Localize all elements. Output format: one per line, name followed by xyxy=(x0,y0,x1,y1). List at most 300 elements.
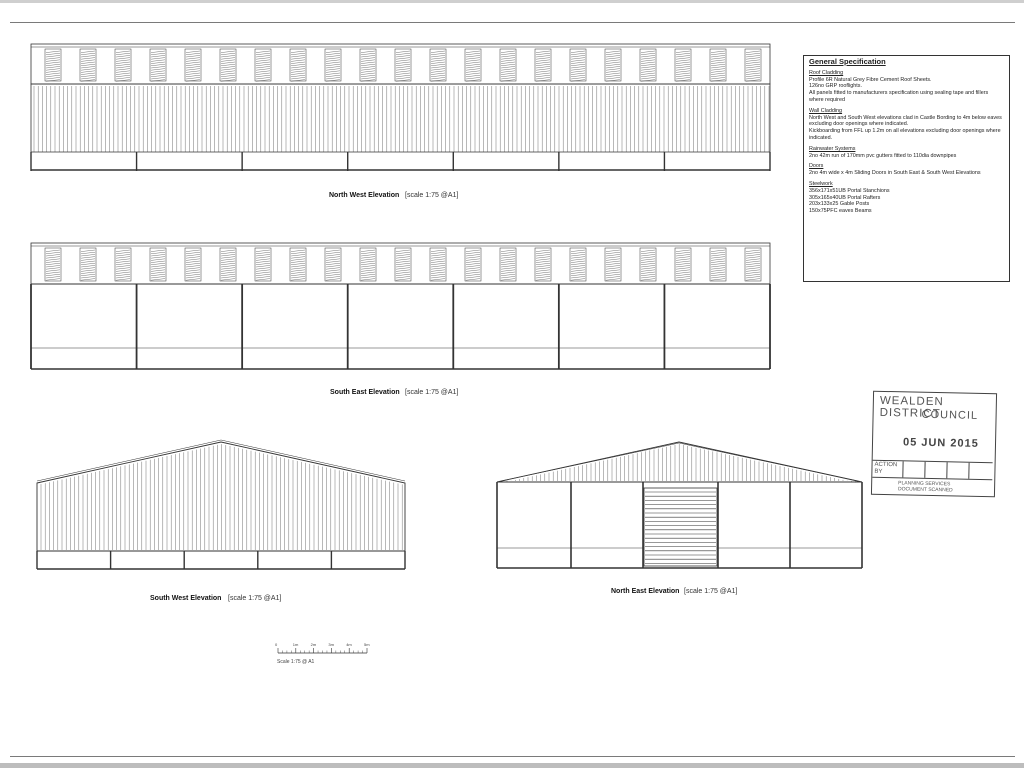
rooflight-hatch xyxy=(151,77,165,79)
rooflight-hatch xyxy=(291,265,305,267)
rooflight-hatch xyxy=(326,75,340,77)
scale-bar-tick-label: 1m xyxy=(292,642,299,647)
rooflight-hatch xyxy=(536,62,550,64)
rooflight-hatch xyxy=(186,265,200,267)
rooflight-hatch xyxy=(711,268,725,270)
rooflight-hatch xyxy=(711,279,725,281)
rooflight-hatch xyxy=(431,58,445,60)
rooflight xyxy=(115,49,131,81)
rooflight-hatch xyxy=(81,250,95,252)
rooflight-hatch xyxy=(536,51,550,53)
rooflight-hatch xyxy=(676,64,690,66)
rooflight-hatch xyxy=(641,250,655,252)
rooflight-hatch xyxy=(46,71,60,73)
rooflight xyxy=(290,248,306,281)
rooflight-hatch xyxy=(711,276,725,278)
rooflight-hatch xyxy=(746,73,760,75)
rooflight-hatch xyxy=(746,268,760,270)
rooflight-hatch xyxy=(151,254,165,256)
rooflight-hatch xyxy=(151,265,165,267)
rooflight-hatch xyxy=(501,60,515,62)
gable-outline xyxy=(37,442,405,551)
rooflight-hatch xyxy=(46,73,60,75)
rooflight-hatch xyxy=(361,73,375,75)
rooflight-hatch xyxy=(501,279,515,281)
rooflight-hatch xyxy=(221,71,235,73)
south-west-elevation xyxy=(37,440,405,569)
rooflight-hatch xyxy=(151,270,165,272)
rooflight-hatch xyxy=(641,62,655,64)
rooflight xyxy=(255,248,271,281)
rooflight-hatch xyxy=(641,276,655,278)
rooflight-hatch xyxy=(81,279,95,281)
spec-section-steelwork xyxy=(809,181,1004,215)
rooflight-hatch xyxy=(466,77,480,79)
rooflight-hatch xyxy=(326,254,340,256)
rooflight-hatch xyxy=(431,265,445,267)
rooflight-hatch xyxy=(396,259,410,261)
rooflight-hatch xyxy=(676,73,690,75)
rooflight-hatch xyxy=(361,53,375,55)
rooflight-hatch xyxy=(151,71,165,73)
rooflight-hatch xyxy=(641,259,655,261)
rooflight-hatch xyxy=(151,62,165,64)
spec-section-title: Doors xyxy=(809,163,824,170)
rooflight-hatch xyxy=(606,279,620,281)
rooflight-hatch xyxy=(501,259,515,261)
rooflight-hatch xyxy=(571,268,585,270)
rooflight xyxy=(395,248,411,281)
rooflight-hatch xyxy=(186,257,200,259)
rooflight-hatch xyxy=(571,279,585,281)
rooflight-hatch xyxy=(571,62,585,64)
stamp-footer xyxy=(898,480,953,493)
rooflight-hatch xyxy=(571,73,585,75)
rooflight-hatch xyxy=(361,60,375,62)
rooflight-hatch xyxy=(676,60,690,62)
rooflight-hatch xyxy=(501,51,515,53)
rooflight-hatch xyxy=(151,66,165,68)
rooflight-hatch xyxy=(116,71,130,73)
rooflight-hatch xyxy=(746,71,760,73)
rooflight-hatch xyxy=(256,268,270,270)
rooflight-hatch xyxy=(151,64,165,66)
rooflight-hatch xyxy=(256,254,270,256)
rooflight-hatch xyxy=(676,55,690,57)
rooflight-hatch xyxy=(641,272,655,274)
rooflight-hatch xyxy=(711,66,725,68)
rooflight-hatch xyxy=(81,265,95,267)
rooflight-hatch xyxy=(46,268,60,270)
rooflight-hatch xyxy=(291,71,305,73)
rooflight-hatch xyxy=(431,270,445,272)
rooflight-hatch xyxy=(571,263,585,265)
rooflight-hatch xyxy=(326,276,340,278)
rooflight-hatch xyxy=(326,261,340,263)
rooflight-hatch xyxy=(291,69,305,71)
rooflight-hatch xyxy=(431,55,445,57)
rooflight-hatch xyxy=(221,257,235,259)
rooflight-hatch xyxy=(116,60,130,62)
rooflight-hatch xyxy=(641,263,655,265)
rooflight-hatch xyxy=(291,252,305,254)
rooflight-hatch xyxy=(221,58,235,60)
rooflight-hatch xyxy=(466,58,480,60)
rooflight-hatch xyxy=(396,77,410,79)
rooflight-hatch xyxy=(326,60,340,62)
rooflight xyxy=(430,49,446,81)
rooflight-hatch xyxy=(361,250,375,252)
rooflight-hatch xyxy=(466,254,480,256)
rooflight-hatch xyxy=(746,279,760,281)
verge-line xyxy=(221,440,405,481)
rooflight-hatch xyxy=(151,276,165,278)
spec-section-title: Rainwater Systems xyxy=(809,145,856,152)
rooflight-hatch xyxy=(186,75,200,77)
rooflight xyxy=(570,248,586,281)
rooflight xyxy=(360,248,376,281)
rooflight-hatch xyxy=(571,75,585,77)
rooflight-hatch xyxy=(431,252,445,254)
rooflight-hatch xyxy=(501,62,515,64)
sliding-door xyxy=(644,488,717,566)
rooflight-hatch xyxy=(116,51,130,53)
rooflight-hatch xyxy=(361,270,375,272)
scale-bar-tick-label: 2m xyxy=(310,642,317,647)
spec-line: 2no 42m run of 170mm pvc gutters fitted to 110dia downpipes xyxy=(809,152,957,159)
rooflight-hatch xyxy=(746,62,760,64)
scale-bar xyxy=(275,642,370,653)
rooflight-hatch xyxy=(396,257,410,259)
rooflight xyxy=(185,248,201,281)
rooflight-hatch xyxy=(326,257,340,259)
rooflight-hatch xyxy=(641,71,655,73)
rooflight xyxy=(430,248,446,281)
rooflight-hatch xyxy=(361,257,375,259)
rooflight-hatch xyxy=(501,55,515,57)
rooflight-hatch xyxy=(606,75,620,77)
rooflight-hatch xyxy=(536,263,550,265)
rooflight-hatch xyxy=(606,270,620,272)
rooflight-hatch xyxy=(326,77,340,79)
sw-elevation-title: South West Elevation xyxy=(150,595,222,602)
rooflight-hatch xyxy=(571,58,585,60)
rooflight-hatch xyxy=(186,53,200,55)
rooflight-hatch xyxy=(46,55,60,57)
rooflight-hatch xyxy=(571,257,585,259)
rooflight-hatch xyxy=(291,75,305,77)
rooflight-hatch xyxy=(326,73,340,75)
rooflight-hatch xyxy=(746,272,760,274)
rooflight-hatch xyxy=(81,77,95,79)
rooflight-hatch xyxy=(536,268,550,270)
rooflight-hatch xyxy=(46,257,60,259)
rooflight-hatch xyxy=(676,279,690,281)
rooflight-hatch xyxy=(151,268,165,270)
rooflight-hatch xyxy=(536,279,550,281)
rooflight-hatch xyxy=(571,60,585,62)
rooflight-hatch xyxy=(81,73,95,75)
rooflight-hatch xyxy=(641,69,655,71)
rooflight-hatch xyxy=(641,73,655,75)
rooflight-hatch xyxy=(606,55,620,57)
spec-line: Kickboarding from FFL up 1.2m on all elevations excluding door openings where indicated. xyxy=(809,128,1001,141)
rooflight-hatch xyxy=(326,51,340,53)
rooflight-hatch xyxy=(81,60,95,62)
verge-line xyxy=(501,443,679,481)
rooflight-hatch xyxy=(291,64,305,66)
spec-line: 305x165x40UB Portal Rafters xyxy=(809,194,881,201)
rooflight-hatch xyxy=(501,250,515,252)
stamp-council-name: WEALDEN DISTRICT xyxy=(879,394,944,421)
council-received-stamp xyxy=(871,391,997,498)
rooflight-hatch xyxy=(186,58,200,60)
rooflight xyxy=(465,248,481,281)
rooflight-hatch xyxy=(291,261,305,263)
rooflight-hatch xyxy=(396,60,410,62)
rooflight-hatch xyxy=(431,69,445,71)
rooflight xyxy=(535,49,551,81)
rooflight-hatch xyxy=(221,263,235,265)
rooflight-hatch xyxy=(641,252,655,254)
rooflight-hatch xyxy=(641,51,655,53)
rooflight-hatch xyxy=(81,270,95,272)
rooflight-hatch xyxy=(221,270,235,272)
rooflight-hatch xyxy=(641,66,655,68)
rooflight-hatch xyxy=(361,263,375,265)
rooflight xyxy=(45,248,61,281)
rooflight-hatch xyxy=(641,261,655,263)
rooflight-hatch xyxy=(676,51,690,53)
rooflight-hatch xyxy=(326,62,340,64)
rooflight xyxy=(465,49,481,81)
rooflight-hatch xyxy=(256,75,270,77)
rooflight-hatch xyxy=(256,73,270,75)
rooflight-hatch xyxy=(466,263,480,265)
rooflight-hatch xyxy=(571,274,585,276)
rooflight-hatch xyxy=(466,276,480,278)
rooflight-hatch xyxy=(291,60,305,62)
rooflight-hatch xyxy=(396,252,410,254)
rooflight-hatch xyxy=(466,62,480,64)
rooflight-hatch xyxy=(571,250,585,252)
rooflight-hatch xyxy=(221,51,235,53)
rooflight-hatch xyxy=(606,259,620,261)
rooflight-hatch xyxy=(46,263,60,265)
rooflight-hatch xyxy=(326,279,340,281)
rooflight-hatch xyxy=(116,263,130,265)
rooflight xyxy=(220,49,236,81)
rooflight-hatch xyxy=(256,276,270,278)
rooflight-hatch xyxy=(151,274,165,276)
rooflight-hatch xyxy=(571,71,585,73)
rooflight-hatch xyxy=(256,279,270,281)
rooflight-hatch xyxy=(641,257,655,259)
rooflight-hatch xyxy=(326,272,340,274)
rooflight xyxy=(115,248,131,281)
rooflight-hatch xyxy=(571,53,585,55)
rooflight-hatch xyxy=(256,66,270,68)
rooflight-hatch xyxy=(501,71,515,73)
rooflight-hatch xyxy=(221,64,235,66)
rooflight-hatch xyxy=(116,274,130,276)
rooflight-hatch xyxy=(186,272,200,274)
rooflight-hatch xyxy=(46,270,60,272)
rooflight-hatch xyxy=(711,252,725,254)
rooflight-hatch xyxy=(186,64,200,66)
rooflight-hatch xyxy=(221,279,235,281)
rooflight-hatch xyxy=(466,60,480,62)
rooflight-hatch xyxy=(641,58,655,60)
rooflight-hatch xyxy=(256,77,270,79)
rooflight-hatch xyxy=(536,270,550,272)
rooflight-hatch xyxy=(361,259,375,261)
scale-bar-tick-label: 3m xyxy=(328,642,334,647)
rooflight xyxy=(500,49,516,81)
rooflight-hatch xyxy=(676,58,690,60)
rooflight-hatch xyxy=(256,270,270,272)
rooflight-hatch xyxy=(291,272,305,274)
rooflight-hatch xyxy=(186,270,200,272)
rooflight-hatch xyxy=(606,250,620,252)
rooflight-hatch xyxy=(466,268,480,270)
rooflight-hatch xyxy=(431,60,445,62)
spec-line: 150x75PFC eaves Beams xyxy=(809,208,872,215)
rooflight-hatch xyxy=(501,261,515,263)
gable-roof-outline xyxy=(497,442,862,482)
rooflight-hatch xyxy=(186,274,200,276)
rooflight-hatch xyxy=(711,53,725,55)
rooflight-hatch xyxy=(46,51,60,53)
rooflight-hatch xyxy=(151,58,165,60)
rooflight-hatch xyxy=(256,71,270,73)
rooflight-hatch xyxy=(571,276,585,278)
rooflight-hatch xyxy=(291,62,305,64)
rooflight-hatch xyxy=(571,272,585,274)
rooflight-hatch xyxy=(361,254,375,256)
rooflight-hatch xyxy=(116,66,130,68)
rooflight-hatch xyxy=(361,276,375,278)
rooflight-hatch xyxy=(81,261,95,263)
rooflight-hatch xyxy=(711,263,725,265)
rooflight-hatch xyxy=(81,257,95,259)
rooflight-hatch xyxy=(221,75,235,77)
rooflight-hatch xyxy=(291,73,305,75)
rooflight-hatch xyxy=(396,279,410,281)
rooflight-hatch xyxy=(466,71,480,73)
rooflight-hatch xyxy=(256,51,270,53)
rooflight-hatch xyxy=(536,77,550,79)
rooflight-hatch xyxy=(326,66,340,68)
rooflight-hatch xyxy=(396,268,410,270)
rooflight-hatch xyxy=(746,265,760,267)
rooflight-hatch xyxy=(221,55,235,57)
rooflight-hatch xyxy=(291,276,305,278)
rooflight xyxy=(570,49,586,81)
rooflight-hatch xyxy=(501,276,515,278)
rooflight-hatch xyxy=(536,261,550,263)
rooflight-hatch xyxy=(746,276,760,278)
verge-line xyxy=(37,440,221,481)
scale-bar-tick-label: 4m xyxy=(346,642,352,647)
rooflight-hatch xyxy=(571,55,585,57)
stamp-action-text: ACTION xyxy=(874,461,898,469)
stamp-action-label xyxy=(874,462,897,476)
rooflight-hatch xyxy=(186,66,200,68)
rooflight-hatch xyxy=(676,250,690,252)
rooflight-hatch xyxy=(431,268,445,270)
rooflight-hatch xyxy=(151,250,165,252)
rooflight-hatch xyxy=(466,257,480,259)
rooflight-hatch xyxy=(291,66,305,68)
rooflight-hatch xyxy=(46,60,60,62)
rooflight-hatch xyxy=(396,53,410,55)
rooflight xyxy=(80,248,96,281)
rooflight-hatch xyxy=(396,75,410,77)
rooflight-hatch xyxy=(641,279,655,281)
rooflight-hatch xyxy=(46,75,60,77)
rooflight-hatch xyxy=(81,53,95,55)
rooflight-hatch xyxy=(326,64,340,66)
rooflight-hatch xyxy=(676,69,690,71)
rooflight-hatch xyxy=(81,75,95,77)
rooflight-hatch xyxy=(571,69,585,71)
rooflight-hatch xyxy=(221,250,235,252)
rooflight-hatch xyxy=(116,257,130,259)
rooflight xyxy=(150,248,166,281)
rooflight-hatch xyxy=(501,272,515,274)
stamp-date: 05 JUN 2015 xyxy=(902,436,979,450)
rooflight-hatch xyxy=(46,274,60,276)
rooflight-hatch xyxy=(501,252,515,254)
rooflight-hatch xyxy=(186,55,200,57)
rooflight-hatch xyxy=(46,265,60,267)
rooflight-hatch xyxy=(326,263,340,265)
rooflight-hatch xyxy=(606,62,620,64)
rooflight-hatch xyxy=(641,60,655,62)
rooflight-hatch xyxy=(361,279,375,281)
rooflight-hatch xyxy=(606,265,620,267)
rooflight-hatch xyxy=(466,274,480,276)
rooflight-hatch xyxy=(431,77,445,79)
rooflight-hatch xyxy=(746,75,760,77)
rooflight-hatch xyxy=(46,62,60,64)
rooflight xyxy=(185,49,201,81)
rooflight-hatch xyxy=(536,75,550,77)
rooflight-hatch xyxy=(151,69,165,71)
rooflight-hatch xyxy=(746,53,760,55)
rooflight-hatch xyxy=(291,279,305,281)
rooflight-hatch xyxy=(116,261,130,263)
rooflight-hatch xyxy=(116,252,130,254)
rooflight-hatch xyxy=(431,261,445,263)
rooflight-hatch xyxy=(466,265,480,267)
rooflight-hatch xyxy=(571,270,585,272)
north-east-elevation xyxy=(497,442,862,568)
rooflight-hatch xyxy=(711,55,725,57)
rooflight-hatch xyxy=(46,276,60,278)
rooflight xyxy=(675,248,691,281)
rooflight-hatch xyxy=(641,77,655,79)
rooflight-hatch xyxy=(151,51,165,53)
rooflight-hatch xyxy=(326,69,340,71)
scale-bar-caption: Scale 1:75 @ A1 xyxy=(277,659,315,665)
rooflight-hatch xyxy=(501,257,515,259)
rooflight-hatch xyxy=(81,55,95,57)
rooflight-hatch xyxy=(151,73,165,75)
rooflight-hatch xyxy=(116,270,130,272)
rooflight-hatch xyxy=(711,272,725,274)
